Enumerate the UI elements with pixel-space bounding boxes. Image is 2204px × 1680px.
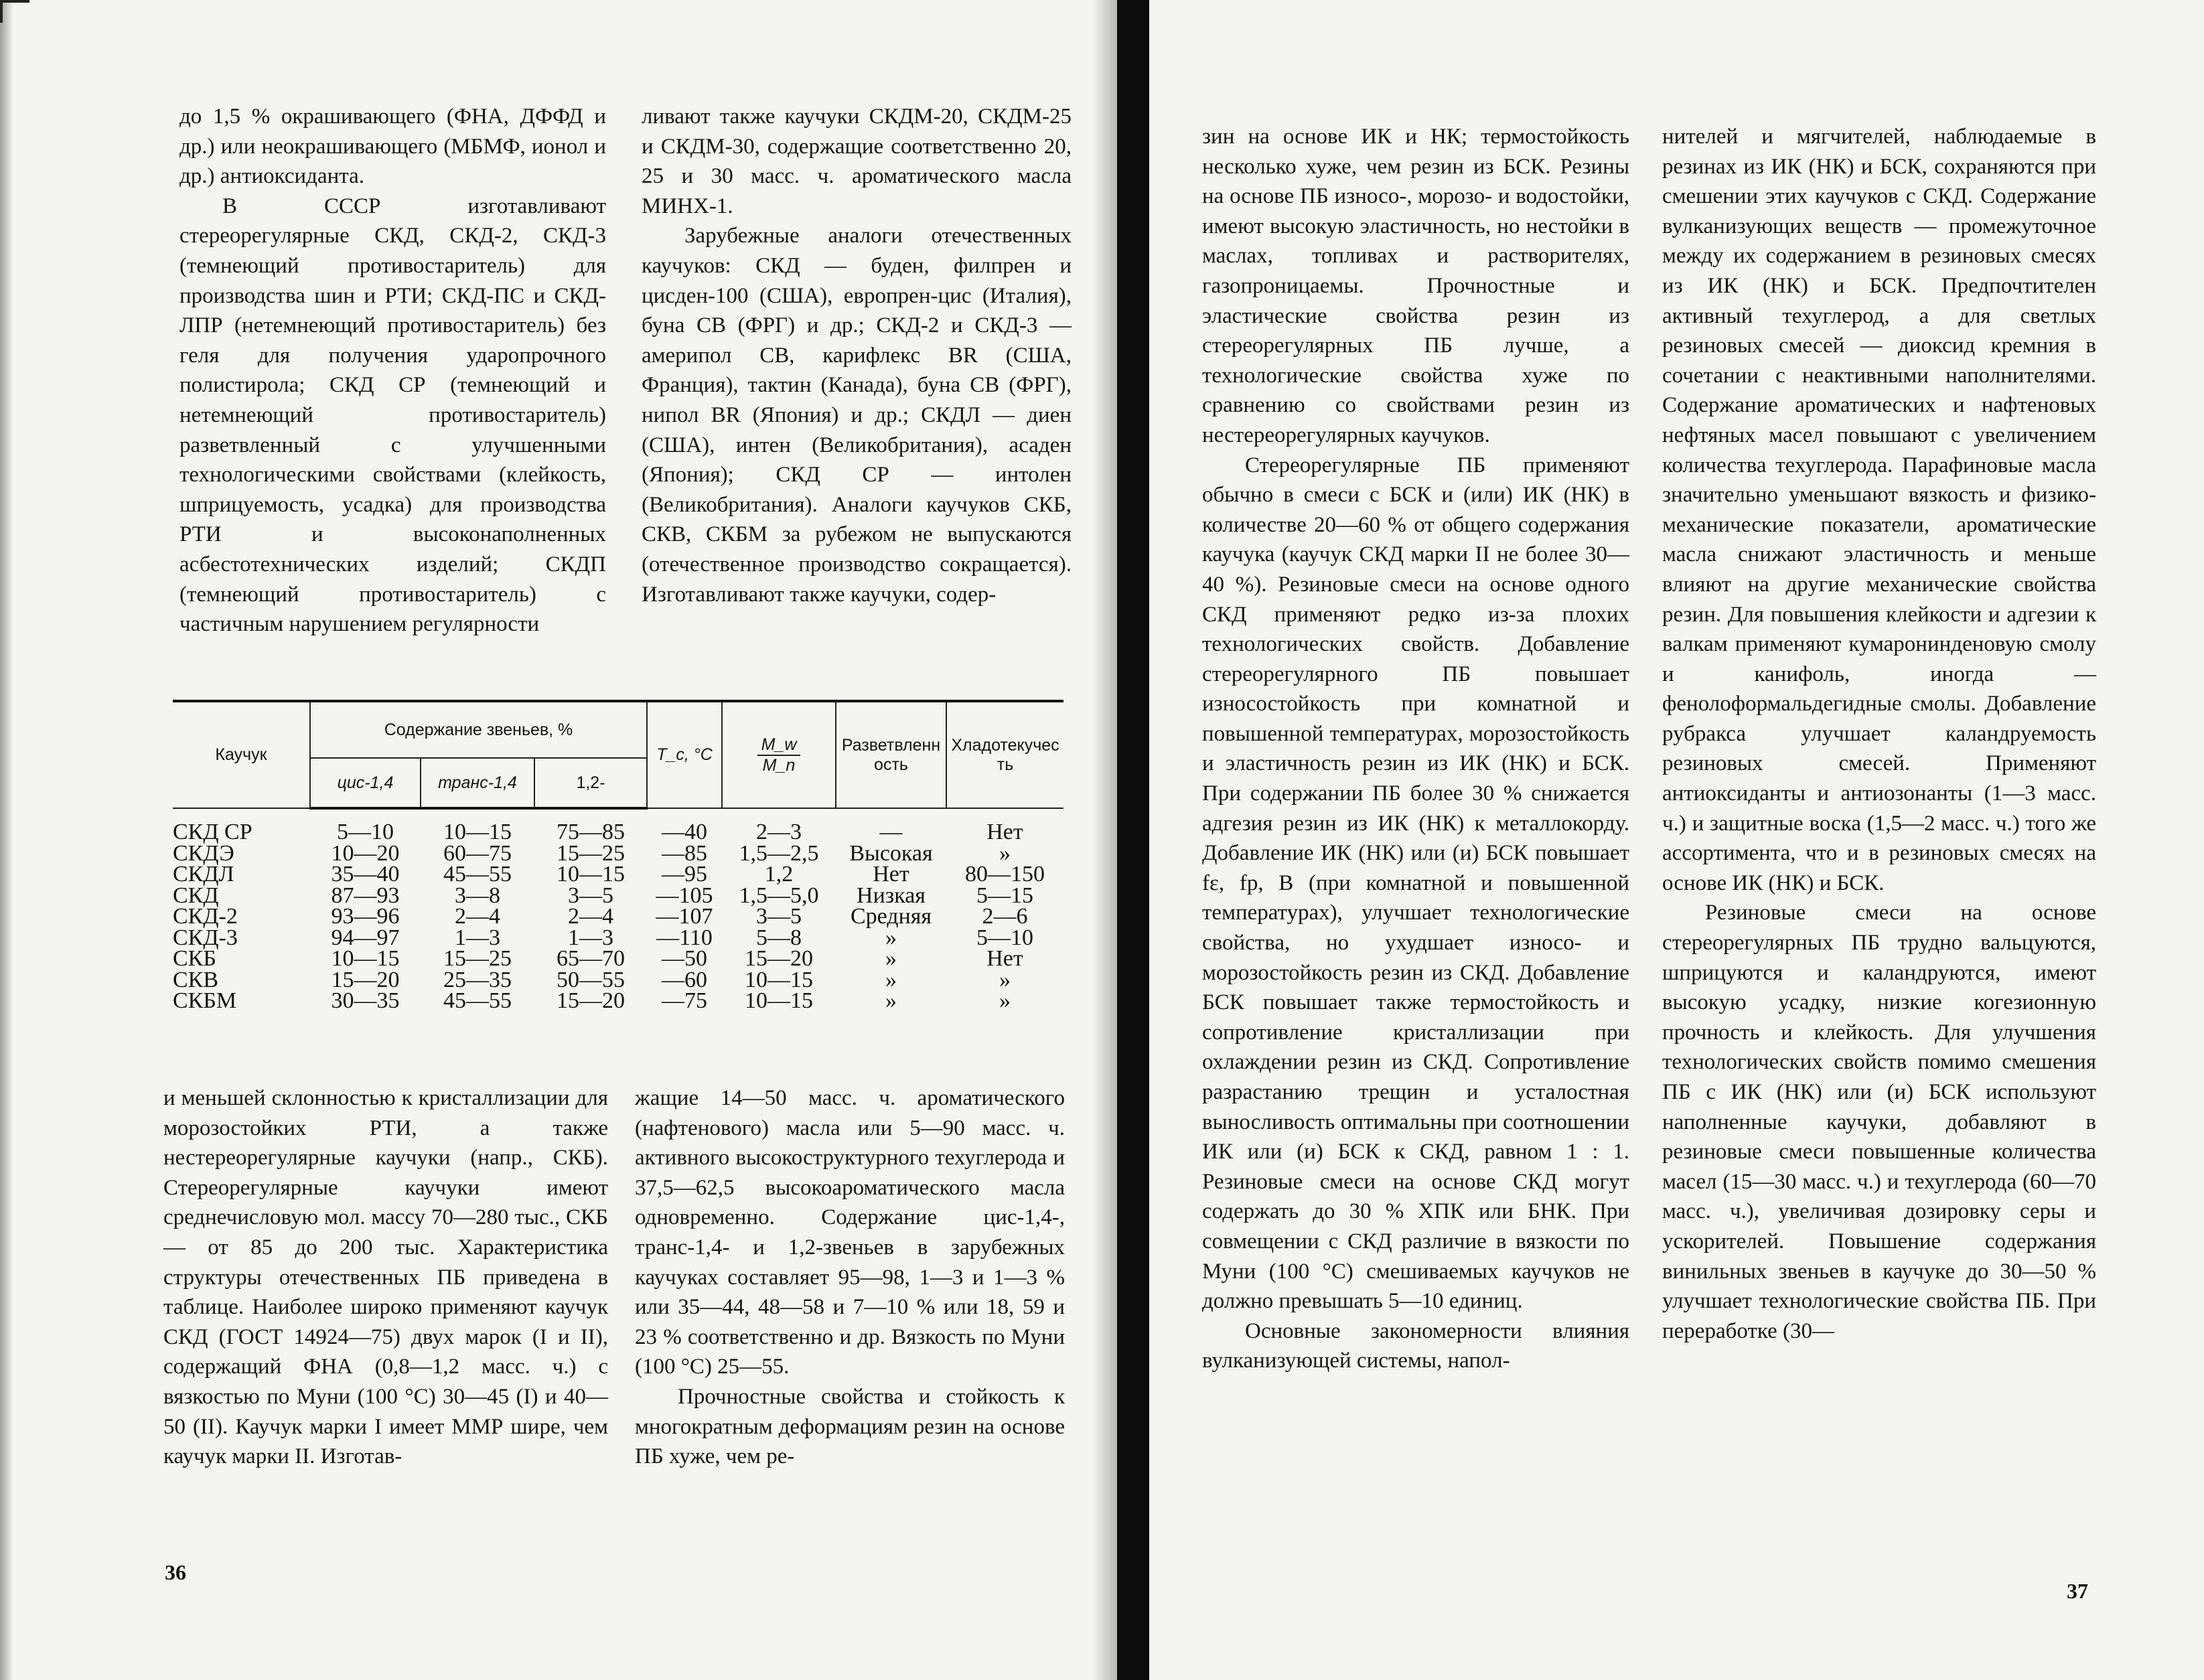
header-cis-label: цис-1,4 [337, 773, 394, 792]
table-cell: Нет [873, 862, 909, 887]
table-cell: 1—3 [455, 925, 500, 950]
header-trans [421, 758, 534, 808]
table-cell-rubber: СКВ [173, 967, 219, 992]
table-cell: 35—40 [331, 862, 400, 887]
table-cell: 30—35 [331, 988, 400, 1013]
table-cell: — [879, 819, 903, 844]
table-cell: 3—8 [455, 883, 500, 908]
table-cell: —85 [662, 840, 707, 866]
table-row [173, 948, 1063, 970]
table-cell: 10—15 [443, 820, 512, 844]
table-cell: 2—4 [568, 904, 613, 929]
right-col1 [1202, 122, 1629, 1376]
header-vinyl: 1,2- [534, 758, 647, 808]
book-spine-shadow [1092, 0, 1117, 1680]
table-cell: 5—15 [976, 883, 1033, 908]
table-cell: 1—3 [568, 925, 613, 950]
header-content: Содержание звеньев, % [310, 701, 647, 758]
table-cell: 5—10 [976, 925, 1033, 950]
paragraph: Резиновые смеси на основе стереорегулярных ПБ трудно вальцуются, шприцуются и каландруются, имеют высокую усадку, низкие когезионную прочность и клейкость. Для улучшения технологических свойств помимо смешения ПБ с ИК (НК) или (и) БСК используют наполненные каучуки, добавляют в резиновые смеси повышенные количества масел (15—30 масс. ч.) и техуглерода (60—70 масс. ч.), увеличивая дозировку серы и ускорителей. Повышение содержания винильных звеньев в каучуке до 30—50 % улучшает технологические свойства ПБ. При переработке (30— [1662, 901, 2096, 1343]
header-tc-label: T_c, °C [656, 745, 713, 764]
table-cell: » [999, 967, 1011, 992]
left-page-edge-shadow [0, 0, 13, 1680]
paragraph: ливают также каучуки СКДМ-20, СКДМ-25 и СКДМ-30, содержащие соответственно 20, 25 и 30 масс. ч. ароматического масла МИНХ-1. [642, 104, 1072, 218]
table-cell: 75—85 [557, 820, 625, 844]
table-row [173, 927, 1063, 949]
paragraph: до 1,5 % окрашивающего (ФНА, ДФФД и др.) или неокрашивающего (МБМФ, ионол и др.) антиоксиданта. [179, 104, 606, 189]
table-cell: 25—35 [443, 967, 512, 992]
paragraph: нителей и мягчителей, наблюдаемые в резинах из ИК (НК) и БСК, сохраняются при смешении этих каучуков с СКД. Содержание вулканизующих веществ — промежуточное между их содержанием в резиновых смесях из ИК (НК) и БСК. Предпочтителен активный техуглерод, а для светлых резиновых смесей — диоксид кремния в сочетании с неактивными наполнителями. Содержание ароматических и нафтеновых нефтяных масел повышают с увеличением количества техуглерода. Парафиновые масла значительно уменьшают вязкость и физико-механические показатели, ароматические масла снижают эластичность и меньше влияют на другие механические свойства резин. Для повышения клейкости и адгезии к валкам применяют кумаронинденовую смолу и канифоль, иногда — фенолоформальдегидные смолы. Добавление рубракса улучшает каландруемость резиновых смесей. Применяют антиоксиданты и антиозонанты (1—3 масс. ч.) и защитные воска (1,5—2 масс. ч.) того же ассортимента, что и в резиновых смесях на основе ИК (НК) и БСК. [1662, 125, 2096, 895]
table-cell: 10—20 [331, 840, 400, 866]
table-cell: 15—25 [557, 840, 625, 866]
paragraph: В СССР изготавливают стереорегулярные СКД, СКД-2, СКД-3 (темнеющий противостаритель) для производства шин и РТИ; СКД-ПС и СКД-ЛПР (нетемнеющий противостаритель) без геля для получения ударопрочного полистирола; СКД СР (темнеющий и нетемнеющий противостаритель) разветвленный с улучшенными технологическими свойствами (клейкость, шприцуемость, усадка) для производства РТИ и высоконаполненных асбестотехнических изделий; СКДП (темнеющий противостаритель) с частичным нарушением регулярности [179, 194, 606, 637]
table-cell: » [885, 988, 897, 1013]
header-coldflow: Хладотекучесть [946, 701, 1063, 808]
paragraph: Основные закономерности влияния вулканизующей системы, напол- [1202, 1318, 1629, 1373]
table-cell: » [885, 925, 897, 950]
table-cell: —107 [656, 904, 713, 929]
table-cell: 10—15 [745, 967, 813, 992]
table-cell: 5—8 [756, 925, 802, 950]
header-rubber: Каучук [173, 701, 310, 808]
table-body [173, 808, 1063, 1012]
table-cell: Нет [986, 819, 1023, 844]
header-tc [647, 701, 722, 808]
paragraph: Стереорегулярные ПБ применяют обычно в смеси с БСК и (или) ИК (НК) в количестве 20—60 % от общего содержания каучука (каучук СКД марки II не более 30—40 %). Резиновые смеси на основе одного СКД применяют редко из-за плохих технологических свойств. Добавление стереорегулярного ПБ повышает износостойкость при комнатной и повышенной температурах, морозостойкость и эластичность резин из ИК (НК) и БСК. При содержании ПБ более 30 % снижается адгезия резин из ИК (НК) к металлокорду. Добавление ИК (НК) или (и) БСК повышает fε, fр, B (при комнатной и повышенной температурах), улучшает технологические свойства, но ухудшает износо- и морозостойкость резин из СКД. Добавление БСК повышает также термостойкость и сопротивление кристаллизации при охлаждении резин из СКД. Сопротивление разрастанию трещин и усталостная выносливость оптимальны при соотношении ИК или (и) БСК к СКД, равном 1 : 1. Резиновые смеси на основе СКД могут содержать до 30 % ХПК или БНК. При совмещении с СКД различие в вязкости по Муни (100 °С) смешиваемых каучуков не должно превышать 5—10 единиц. [1202, 453, 1629, 1314]
table-cell: 3—5 [756, 904, 802, 929]
table-cell: 50—55 [557, 967, 625, 992]
table-cell: 15—25 [443, 946, 512, 971]
table-cell: Высокая [849, 840, 933, 866]
table-cell-rubber: СКБМ [173, 988, 237, 1013]
table-cell: 2—3 [756, 819, 802, 844]
table-cell: 45—55 [443, 988, 512, 1013]
table-cell-rubber: СКД-2 [173, 904, 238, 929]
right-page-number: 37 [2067, 1579, 2088, 1603]
right-col2 [1662, 122, 2096, 1346]
table-cell: » [999, 988, 1011, 1013]
table-cell: 5—10 [337, 820, 394, 844]
rubber-table [173, 700, 1063, 1012]
scan-corner-mark [0, 0, 29, 23]
table-cell: —60 [662, 967, 707, 992]
paragraph: жащие 14—50 масс. ч. ароматического (нафтенового) масла или 5—90 масс. ч. активного высокоструктурного техуглерода и 37,5—62,5 высокоароматического масла одновременно. Содержание цис-1,4-, транс-1,4- и 1,2-звеньев в зарубежных каучуках составляет 95—98, 1—3 и 1—3 % или 35—44, 48—58 и 7—10 % или 18, 59 и 23 % соответственно и др. Вязкость по Муни (100 °С) 25—55. [635, 1086, 1065, 1379]
table-cell: —40 [662, 819, 707, 844]
table-cell: 1,5—2,5 [739, 840, 819, 866]
table-cell: 45—55 [443, 862, 512, 887]
header-mn: M_n [762, 755, 796, 775]
left-col1-bottom [163, 1083, 608, 1472]
table-row [173, 970, 1063, 991]
table-cell: 87—93 [331, 883, 400, 908]
table-cell: 3—5 [568, 883, 613, 908]
table-cell: 60—75 [443, 840, 512, 866]
header-cis [310, 758, 421, 808]
table-cell-rubber: СКД СР [173, 819, 252, 844]
header-mw-mn [722, 701, 836, 808]
left-col2-bottom [635, 1083, 1065, 1472]
left-col1-top [179, 102, 606, 639]
table-cell: 65—70 [557, 946, 625, 971]
table-cell-rubber: СКБ [173, 946, 216, 971]
table-cell: 2—4 [455, 904, 500, 929]
table-cell: 10—15 [745, 988, 813, 1013]
table-cell: 10—15 [557, 862, 625, 887]
table-cell-rubber: СКДЛ [173, 862, 234, 887]
paragraph: и меньшей склонностью к кристаллизации для морозостойких РТИ, а также нестереорегулярные каучуки (напр., СКБ). Стереорегулярные каучуки имеют среднечисловую мол. массу 70—280 тыс., СКБ — от 85 до 200 тыс. Характеристика структуры отечественных ПБ приведена в таблице. Наиболее широко применяют каучук СКД (ГОСТ 14924—75) двух марок (I и II), содержащий ФНА (0,8—1,2 масс. ч.) с вязкостью по Муни (100 °С) 30—45 (I) и 40—50 (II). Каучук марки I имеет ММР шире, чем каучук марки II. Изготав- [163, 1086, 608, 1469]
table-cell: Низкая [857, 883, 926, 908]
table-cell: » [885, 967, 897, 992]
table-row [173, 906, 1063, 927]
table-cell: » [885, 946, 897, 971]
table-cell-rubber: СКДЭ [173, 840, 234, 866]
table-row [173, 990, 1063, 1012]
table-row [173, 885, 1063, 907]
left-page-number: 36 [165, 1560, 186, 1584]
header-trans-label: транс-1,4 [438, 773, 517, 792]
paragraph: зин на основе ИК и НК; термостойкость несколько хуже, чем резин из БСК. Резины на основе ПБ износо-, морозо- и водостойки, имеют высокую эластичность, но нестойки в маслах, топливах и растворителях, газопроницаемы. Прочностные и эластические свойства резин из стереорегулярных ПБ лучше, а технологические свойства хуже по сравнению со свойствами резин из нестереорегулярных каучуков. [1202, 125, 1629, 447]
table-cell: Нет [986, 946, 1023, 971]
table-cell-rubber: СКД [173, 883, 219, 908]
table-cell: 1,2 [764, 862, 794, 887]
table-cell: —95 [662, 862, 707, 887]
table-row [173, 864, 1063, 885]
left-col2-top [642, 102, 1072, 609]
table-cell: —50 [662, 946, 707, 971]
table-cell: 80—150 [965, 862, 1045, 887]
table-cell: —110 [656, 925, 713, 950]
table-cell: 15—20 [557, 988, 625, 1013]
paragraph: Прочностные свойства и стойкость к многократным деформациям резин на основе ПБ хуже, чем ре- [635, 1384, 1065, 1469]
table-cell: 1,5—5,0 [739, 883, 819, 908]
header-mw: M_w [757, 735, 801, 756]
table-cell: —105 [656, 883, 713, 908]
table-cell: » [999, 840, 1011, 866]
table-cell: 10—15 [331, 946, 400, 971]
table-row [173, 808, 1063, 843]
table-cell: 15—20 [745, 946, 813, 971]
book-spine [1117, 0, 1149, 1680]
table-cell: 93—96 [331, 904, 400, 929]
paragraph: Зарубежные аналоги отечественных каучуков: СКД — буден, филпрен и цисден-100 (США), европрен-цис (Италия), буна СВ (ФРГ) и др.; СКД-2 и СКД-3 — америпол СВ, карифлекс BR (США, Франция), тактин (Канада), буна СВ (ФРГ), нипол BR (Япония) и др.; СКДЛ — диен (США), интен (Великобритания), асаден (Япония); СКД СР — интолен (Великобритания). Аналоги каучуков СКБ, СКВ, СКБМ за рубежом не выпускаются (отечественное производство сокращается). Изготавливают также каучуки, содер- [642, 224, 1072, 607]
table-cell: —75 [662, 988, 707, 1013]
table-cell: 94—97 [331, 925, 400, 950]
header-branching: Разветвленность [836, 701, 946, 808]
table-cell: 2—6 [982, 904, 1028, 929]
table-cell: Средняя [850, 904, 932, 929]
table-cell-rubber: СКД-3 [173, 925, 238, 950]
table-row [173, 843, 1063, 864]
table-cell: 15—20 [331, 967, 400, 992]
